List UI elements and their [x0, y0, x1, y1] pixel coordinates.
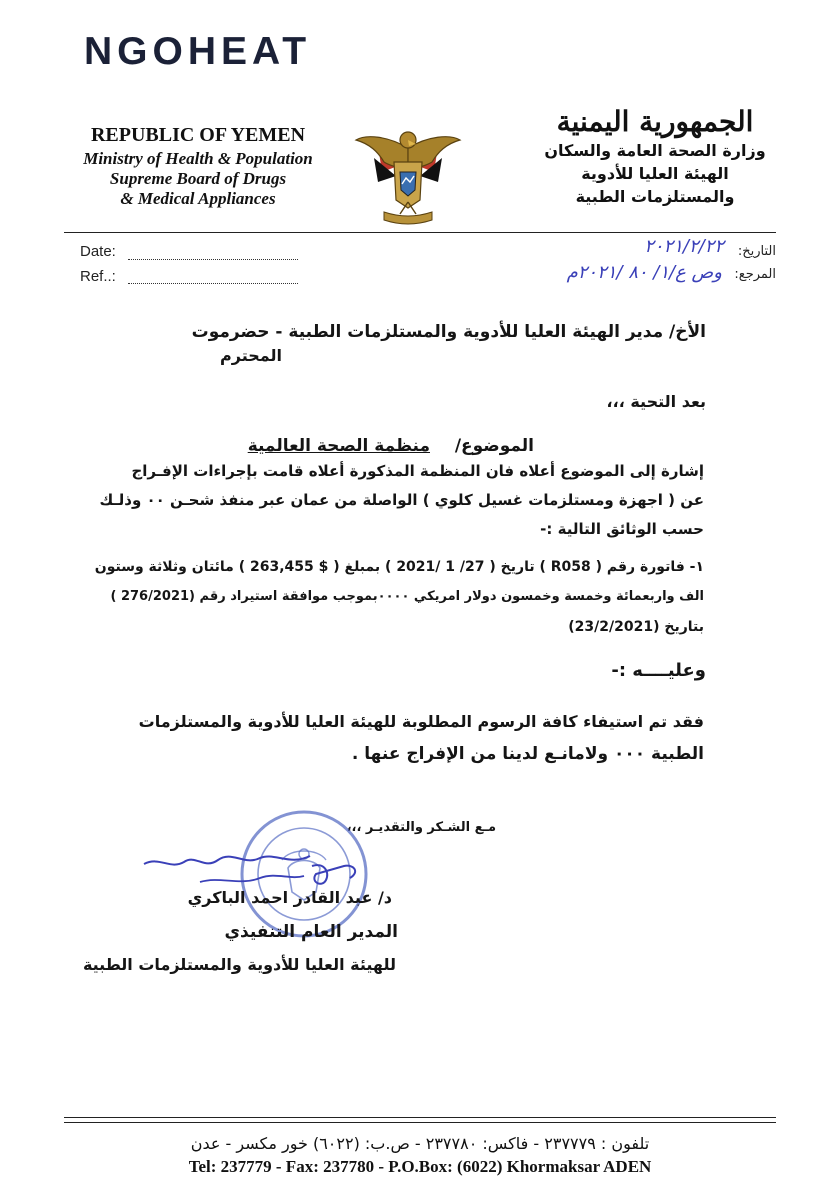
- body-line-2: عن ( اجهزة ومستلزمات غسيل كلوي ) الواصلة من عمان عبر منفذ شحـن ٠٠ وذلـك: [99, 491, 704, 509]
- footer-divider-bottom: [64, 1122, 776, 1123]
- arabic-letterhead: [540, 105, 770, 208]
- conclusion-line-2: الطبية ٠٠٠ ولامانـع لدينا من الإفراج عنها .: [351, 744, 704, 764]
- handwritten-ref: وص ع/١/ ٨٠ /٢٠٢١م: [566, 262, 722, 283]
- signatory-title: المدير العام التنفيذي: [224, 922, 398, 942]
- invoice-line-1: ١- فاتورة رقم ( R058 ) تاريخ ( 27/ 1 /2021 ) بمبلغ ( $ 263,455 ) مائتان وثلاثة وستون: [94, 559, 704, 575]
- date-label: Date:: [80, 243, 116, 260]
- body-line-1: إشارة إلى الموضوع أعلاه فان المنظمة المذكورة أعلاه قامت بإجراءات الإفـراج: [131, 462, 704, 480]
- yemen-eagle-emblem: [348, 118, 468, 230]
- date-dotted-line: [128, 259, 298, 260]
- invoice-line-2: الف واربعمائة وخمسة وخمسون دولار امريكي ٠٠٠٠بموجب موافقة استيراد رقم (276/2021 ): [110, 589, 704, 604]
- invoice-line-3: بتاريخ (23/2/2021): [568, 619, 704, 635]
- ref-label-ar: المرجع:: [734, 267, 776, 282]
- letterhead-appliances: & Medical Appliances: [120, 189, 276, 208]
- letterhead-ministry-ar: وزارة الصحة العامة والسكان: [544, 141, 766, 160]
- handwritten-date: ٢٠٢١/٢/٢٢: [644, 236, 724, 257]
- subject-title: منظمة الصحة العالمية: [247, 436, 430, 456]
- handwritten-signature: [140, 836, 380, 896]
- greeting: بعد التحية ،،،: [606, 392, 706, 411]
- conclusion-line-1: فقد تم استيفاء كافة الرسوم المطلوبة للهيئة العليا للأدوية والمستلزمات: [138, 712, 704, 731]
- date-label-ar: التاريخ:: [737, 244, 776, 259]
- signatory-organization: للهيئة العليا للأدوية والمستلزمات الطبية: [82, 955, 396, 974]
- english-letterhead: [68, 125, 328, 209]
- letterhead-country-ar: الجمهورية اليمنية: [556, 105, 754, 138]
- letterhead-country: REPUBLIC OF YEMEN: [90, 124, 306, 146]
- closing-line: مـع الشـكر والتقديـر ،،،: [346, 820, 496, 835]
- letterhead-board-ar: الهيئة العليا للأدوية: [581, 164, 729, 183]
- letterhead-ministry: Ministry of Health & Population: [83, 149, 313, 168]
- footer-arabic-contact: تلفون : ٢٣٧٧٧٩ - فاكس: ٢٣٧٧٨٠ - ص.ب: (٦٠٢٢) خور مكسر - عدن: [190, 1134, 650, 1153]
- footer-divider-top: [64, 1117, 776, 1118]
- recipient-line: الأخ/ مدير الهيئة العليا للأدوية والمستلزمات الطبية - حضرموت: [191, 322, 706, 342]
- therefore-label: وعليــــه :-: [611, 660, 706, 681]
- header-divider: [64, 232, 776, 233]
- signatory-name: د/ عبد القادر احمد الباكري: [187, 888, 392, 907]
- ref-dotted-line: [128, 283, 298, 284]
- subject-label: الموضوع/: [454, 436, 534, 456]
- letterhead-board: Supreme Board of Drugs: [109, 169, 287, 188]
- footer-english-contact: Tel: 237779 - Fax: 237780 - P.O.Box: (6022) Khormaksar ADEN: [188, 1157, 652, 1176]
- body-line-3: حسب الوثائق التالية :-: [540, 520, 704, 538]
- letterhead-appliances-ar: والمستلزمات الطبية: [575, 187, 735, 206]
- ngoheat-logo: NGOHEAT: [84, 30, 312, 73]
- ref-label: Ref..:: [80, 268, 116, 285]
- respected-label: المحترم: [220, 346, 282, 365]
